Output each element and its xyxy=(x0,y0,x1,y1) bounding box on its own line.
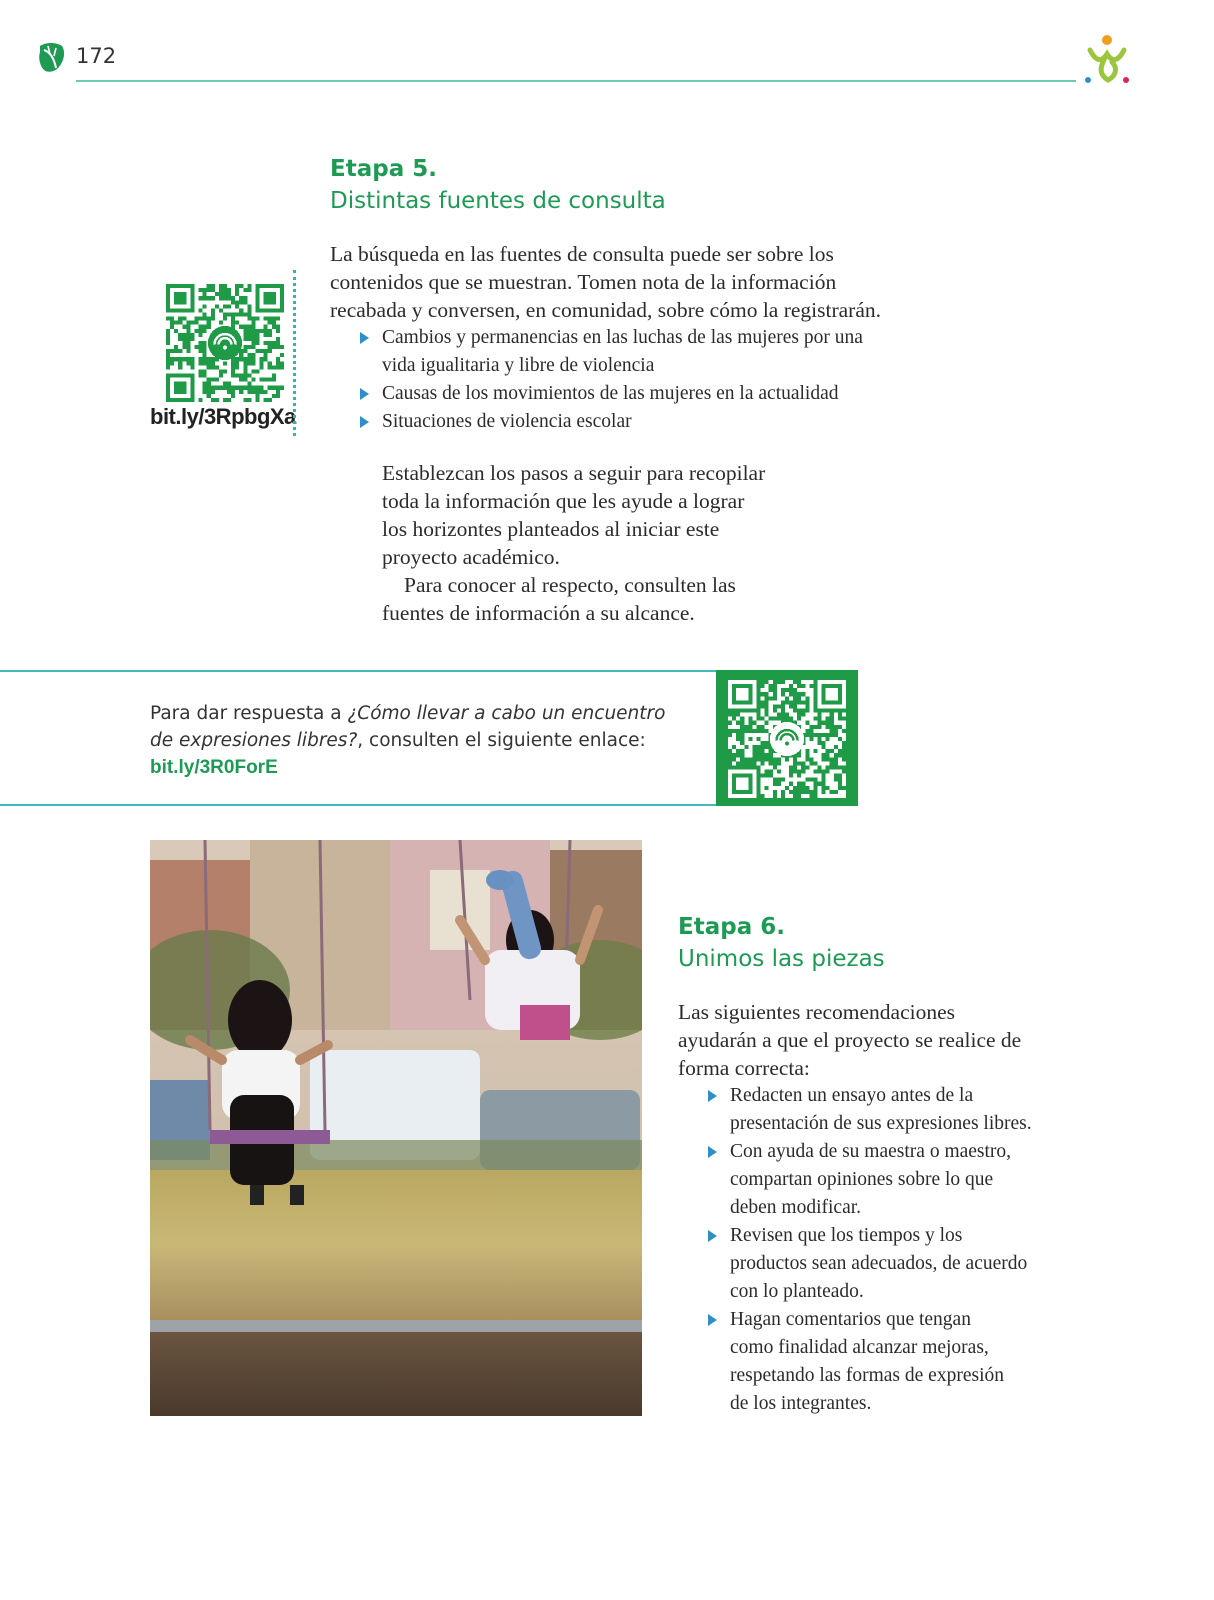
stage5-bullets xyxy=(356,324,936,436)
list-item: Revisen que los tiempos y los productos sean adecuados, de acuerdo con lo planteado. xyxy=(704,1222,1084,1306)
bullet-triangle-icon xyxy=(708,1146,717,1158)
bullet-triangle-icon xyxy=(360,388,369,400)
swings-photo xyxy=(150,840,642,1416)
bullet-triangle-icon xyxy=(360,332,369,344)
stage5-title: Etapa 5. xyxy=(330,156,437,182)
bullet-triangle-icon xyxy=(360,416,369,428)
link-box-bottom-rule xyxy=(0,804,716,806)
list-item: Causas de los movimientos de las mujeres en la actualidad xyxy=(356,380,936,408)
stage6-bullets xyxy=(704,1082,1084,1418)
list-item: Hagan comentarios que tengan como finalidad alcanzar mejoras, respetando las formas de expresión de los integrantes. xyxy=(704,1306,1084,1418)
list-item: Situaciones de violencia escolar xyxy=(356,408,936,436)
stage6-intro: Las siguientes recomendaciones ayudarán a que el proyecto se realice de forma correcta: xyxy=(678,1000,1022,1080)
link-box-top-rule xyxy=(0,670,716,672)
list-item: Cambios y permanencias en las luchas de las mujeres por una vida igualitaria y libre de violencia xyxy=(356,324,936,380)
dotted-divider xyxy=(293,270,296,436)
leaf-icon xyxy=(36,40,68,74)
link-box-text: Para dar respuesta a ¿Cómo llevar a cabo un encuentro de expresiones libres?, consulten el siguiente enlace: bit.ly/3R0ForE xyxy=(150,700,690,781)
stage5-intro: La búsqueda en las fuentes de consulta puede ser sobre los contenidos que se muestran. Tomen nota de la información recabada y conversen, en comunidad, sobre cómo la registrarán. xyxy=(330,242,882,322)
figure-logo-icon xyxy=(1082,32,1132,88)
page-number: 172 xyxy=(76,44,117,68)
stage5-subtitle: Distintas fuentes de consulta xyxy=(330,188,666,214)
stage5-steps: Establezcan los pasos a seguir para recopilar toda la información que les ayude a lograr los horizontes planteados al iniciar este proyecto académico. Para conocer al respecto, consulten las fuentes de información a su alcance. xyxy=(382,461,766,625)
stage6-title: Etapa 6. xyxy=(678,914,785,940)
qr-code-green[interactable] xyxy=(728,680,846,798)
wifi-icon xyxy=(208,326,242,360)
bullet-triangle-icon xyxy=(708,1230,717,1242)
list-item: Redacten un ensayo antes de la presentación de sus expresiones libres. xyxy=(704,1082,1084,1138)
qr-link[interactable]: bit.ly/3RpbgXa xyxy=(150,404,296,429)
list-item: Con ayuda de su maestra o maestro, compartan opiniones sobre lo que deben modificar. xyxy=(704,1138,1084,1222)
header-rule xyxy=(76,80,1076,82)
stage6-subtitle: Unimos las piezas xyxy=(678,946,885,972)
wifi-icon xyxy=(770,722,804,756)
bullet-triangle-icon xyxy=(708,1314,717,1326)
bullet-triangle-icon xyxy=(708,1090,717,1102)
qr-code[interactable] xyxy=(166,284,284,402)
link-box-url[interactable]: bit.ly/3R0ForE xyxy=(150,757,278,778)
